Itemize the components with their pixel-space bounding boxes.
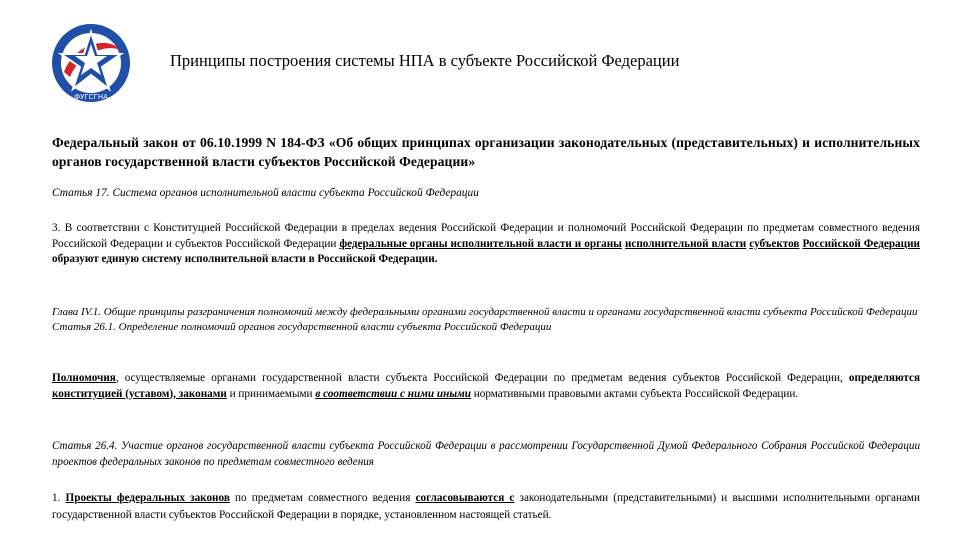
page-title: Принципы построения системы НПА в субъекте Российской Федерации [170, 51, 680, 70]
powers-paragraph [52, 371, 920, 402]
powers-bold-underline: конституцией (уставом), законами [52, 387, 227, 400]
point-3-bold: исполнительной власти [624, 237, 747, 250]
powers-text: и принимаемыми [226, 387, 316, 400]
powers-text: , осуществляемые органами государственной власти субъекта Российской Федерации по предметам ведения субъектов Российской Федерации, [115, 372, 849, 384]
point-3-text: 3. В соответствии с Конституцией Российской Федерации в пределах ведения Российской Федерации и полномочий Российской Федерации по предметам совместного ведения Российской Федерации и субъектов Российской Федерации [52, 222, 920, 250]
point-1-text: по предметам совместного ведения [229, 492, 416, 504]
powers-italic-bold: в соответствии с ними иными [315, 387, 471, 400]
logo-ring-text: ФУГСГНА [74, 93, 108, 101]
point-1-number: 1. [52, 492, 66, 504]
point-3-paragraph [52, 221, 920, 268]
point-3-bold: субъектов [749, 237, 800, 250]
point-1-text: законодательными (представительными) и высшими исполнительными органами государственной власти субъектов Российской Федерации в порядке, установленном настоящей статьей. [52, 492, 920, 521]
point-3-bold: Российской Федерации [802, 237, 920, 250]
article-26-4-title: Статья 26.4. Участие органов государственной власти субъекта Российской Федерации в рассмотрении Государственной Думой Федерального Собрания Российской Федерации проектов федеральных законов по предметам совместного ведения [52, 440, 920, 468]
law-title: Федеральный закон от 06.10.1999 N 184-ФЗ «Об общих принципах организации законодательных (представительных) и исполнительных органов государственной власти субъектов Российской Федерации» [52, 135, 920, 169]
article-26-1-title: Статья 26.1. Определение полномочий органов государственной власти субъекта Российской Федерации [52, 321, 552, 333]
point-3-bold: федеральные органы исполнительной власти и органы [339, 237, 622, 250]
powers-bold: определяются [848, 372, 920, 384]
chapter-4-title: Глава IV.1. Общие принципы разграничения полномочий между федеральными органами государственной власти и органами государственной власти субъекта Российской Федерации [52, 306, 918, 318]
point-1-bold: Проекты федеральных законов [65, 492, 230, 504]
point-3-bold-end: образуют единую систему исполнительной власти в Российской Федерации. [52, 253, 438, 265]
powers-text: нормативными правовыми актами субъекта Российской Федерации. [470, 387, 799, 400]
powers-term: Полномочия [52, 372, 116, 384]
article-17-title: Статья 17. Система органов исполнительной власти субъекта Российской Федерации [52, 187, 479, 199]
organization-logo-icon [50, 22, 132, 104]
point-1-bold: согласовываются с [415, 492, 515, 504]
point-1-paragraph [52, 490, 920, 524]
chapter-4-heading [52, 305, 920, 335]
